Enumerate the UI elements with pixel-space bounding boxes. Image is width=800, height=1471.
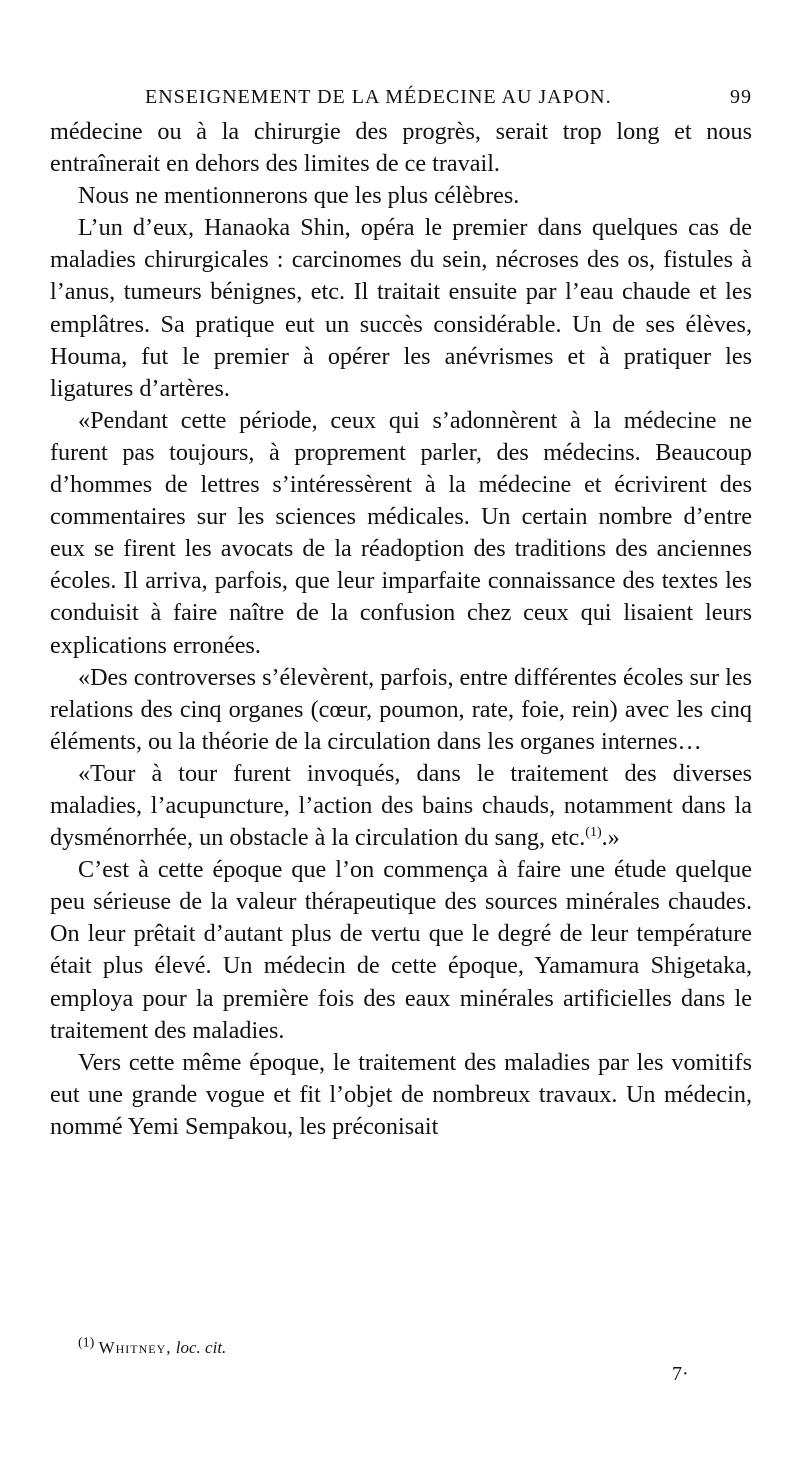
closing-quote: .»	[601, 824, 620, 852]
paragraph: «Pendant cette période, ceux qui s’adonnèrent à la médecine ne furent pas toujours, à proprement parler, des médecins. Beaucoup d’hommes de lettres s’intéressèrent à la médecine et écrivirent des commentaires sur les sciences médicales. Un certain nombre d’entre eux se firent les avocats de la réadoption des traditions des anciennes écoles. Il arriva, parfois, que leur imparfaite connaissance des textes les conduisit à faire naître de la confusion chez ceux qui lisaient leurs explications erronées.	[50, 406, 752, 659]
body-text	[50, 116, 752, 1143]
paragraph-text: «Tour à tour furent invoqués, dans le traitement des diverses maladies, l’acupuncture, l’action des bains chauds, notamment dans la dysménorrhée, un obstacle à la circulation du sang, etc.	[50, 759, 752, 852]
paragraph: Nous ne mentionnerons que les plus célèbres.	[78, 182, 520, 210]
paragraph: L’un d’eux, Hanaoka Shin, opéra le premier dans quelques cas de maladies chirurgicales : carcinomes du sein, nécroses des os, fistules à l’anus, tumeurs bénignes, etc. Il traitait ensuite par l’eau chaude et les emplâtres. Sa pratique eut un succès considérable. Un de ses élèves, Houma, fut le premier à opérer les anévrismes et à pratiquer les ligatures d’artères.	[50, 214, 752, 402]
page-number: 99	[730, 86, 752, 108]
footnote-marker: (1)	[78, 1335, 95, 1351]
running-head	[50, 72, 752, 116]
footnote-author: Whitney,	[98, 1338, 172, 1357]
footnote-reference: (1)	[585, 825, 602, 840]
signature-mark: 7·	[672, 1363, 689, 1385]
paragraph: médecine ou à la chirurgie des progrès, serait trop long et nous entraînerait en dehors des limites de ce travail.	[50, 118, 752, 178]
paragraph	[50, 758, 752, 854]
footnote	[78, 1335, 227, 1358]
page	[50, 72, 752, 1143]
running-title: ENSEIGNEMENT DE LA MÉDECINE AU JAPON.	[145, 86, 612, 108]
paragraph: C’est à cette époque que l’on commença à faire une étude quelque peu sérieuse de la valeur thérapeutique des sources minérales chaudes. On leur prêtait d’autant plus de vertu que le degré de leur température était plus élevé. Un médecin de cette époque, Yamamura Shigetaka, employa pour la première fois des eaux minérales artificielles dans le traitement des maladies.	[50, 856, 752, 1044]
paragraph: «Des controverses s’élevèrent, parfois, entre différentes écoles sur les relations des cinq organes (cœur, poumon, rate, foie, rein) avec les cinq éléments, ou la théorie de la circulation dans les organes internes…	[50, 663, 752, 755]
footnote-reference-text: loc. cit.	[175, 1338, 227, 1357]
paragraph: Vers cette même époque, le traitement des maladies par les vomitifs eut une grande vogue et fit l’objet de nombreux travaux. Un médecin, nommé Yemi Sempakou, les préconisait	[50, 1048, 752, 1140]
